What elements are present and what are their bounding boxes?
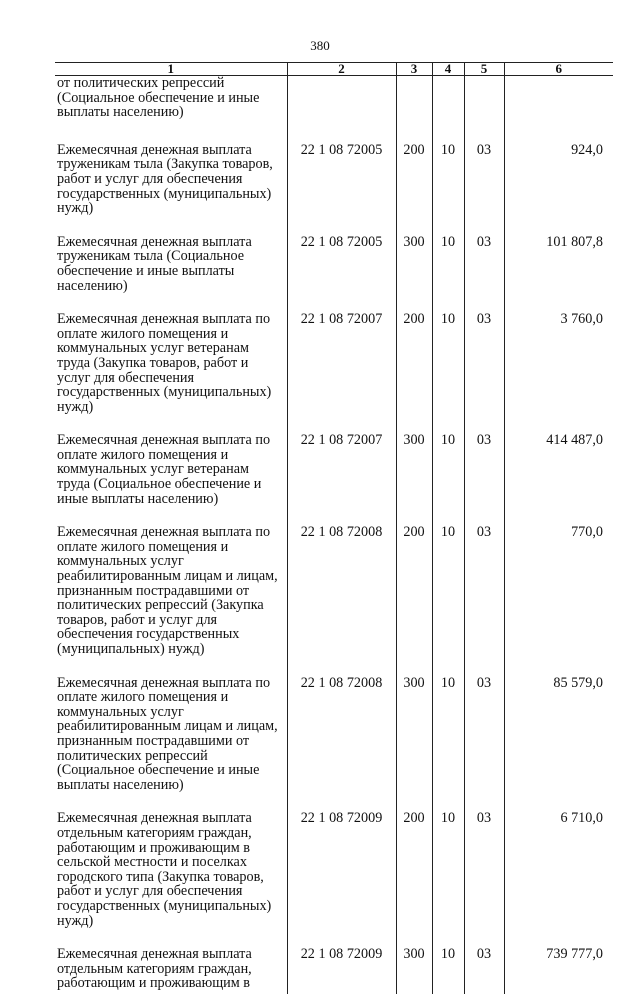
row-col5: 03: [464, 806, 504, 942]
table-row: [55, 806, 613, 942]
table-row: [55, 230, 613, 307]
row-code: 22 1 08 72005: [287, 230, 396, 307]
row-col4: 10: [432, 307, 464, 428]
row-col4: 10: [432, 520, 464, 670]
row-col5: 03: [464, 520, 504, 670]
budget-table: [55, 62, 613, 994]
row-name: Ежемесячная денежная выплата по оплате жилого помещения и коммунальных услуг реабилитированным лицам и лицам, признанным пострадавшими от политических репрессий (Социальное обеспечение и иные выплаты населению): [57, 674, 278, 793]
row-col4: 10: [432, 138, 464, 230]
row-amount: 924,0: [504, 138, 613, 230]
header-col-2: 2: [287, 63, 396, 76]
row-col5: 03: [464, 307, 504, 428]
table-row: [55, 428, 613, 520]
row-name: Ежемесячная денежная выплата труженикам тыла (Закупка товаров, работ и услуг для обеспечения государственных (муниципальных) нужд): [57, 141, 273, 217]
row-col4: 10: [432, 671, 464, 807]
row-col5: 03: [464, 671, 504, 807]
row-amount: 414 487,0: [504, 428, 613, 520]
row-code: 22 1 08 72007: [287, 307, 396, 428]
row-name: Ежемесячная денежная выплата отдельным категориям граждан, работающим и проживающим в: [57, 946, 252, 992]
row-amount: 6 710,0: [504, 806, 613, 942]
header-col-4: 4: [432, 63, 464, 76]
row-col3: 200: [396, 806, 432, 942]
table-row: [55, 942, 613, 994]
row-col3: 300: [396, 230, 432, 307]
row-amount: 101 807,8: [504, 230, 613, 307]
row-col5: 03: [464, 230, 504, 307]
row-col4: 10: [432, 806, 464, 942]
table-row: [55, 138, 613, 230]
header-col-5: 5: [464, 63, 504, 76]
row-name: Ежемесячная денежная выплата труженикам тыла (Социальное обеспечение и иные выплаты населению): [57, 233, 252, 294]
row-col4: 10: [432, 230, 464, 307]
row-col3: 200: [396, 307, 432, 428]
row-amount: 739 777,0: [504, 942, 613, 994]
row-name: от политических репрессий (Социальное обеспечение и иные выплаты населению): [57, 75, 260, 121]
table-header-row: [55, 63, 613, 76]
row-code: 22 1 08 72009: [287, 942, 396, 994]
row-amount: 3 760,0: [504, 307, 613, 428]
row-code: 22 1 08 72007: [287, 428, 396, 520]
header-col-6: 6: [504, 63, 613, 76]
row-col3: 200: [396, 138, 432, 230]
row-col4: 10: [432, 428, 464, 520]
table-row: [55, 520, 613, 670]
row-name: Ежемесячная денежная выплата по оплате жилого помещения и коммунальных услуг ветеранам труда (Социальное обеспечение и иные выплаты населению): [57, 432, 271, 507]
row-col3: 300: [396, 942, 432, 994]
row-amount: 770,0: [504, 520, 613, 670]
row-col5: 03: [464, 942, 504, 994]
row-amount: 85 579,0: [504, 671, 613, 807]
table-row: [55, 307, 613, 428]
row-col3: 300: [396, 428, 432, 520]
row-col4: 10: [432, 942, 464, 994]
table-row-continuation: [55, 76, 613, 138]
row-code: 22 1 08 72005: [287, 138, 396, 230]
table-row: [55, 671, 613, 807]
row-code: 22 1 08 72009: [287, 806, 396, 942]
row-code: 22 1 08 72008: [287, 520, 396, 670]
row-col5: 03: [464, 138, 504, 230]
row-col3: 300: [396, 671, 432, 807]
row-col3: 200: [396, 520, 432, 670]
row-name: Ежемесячная денежная выплата отдельным категориям граждан, работающим и проживающим в сельской местности и поселках городского типа (Закупка товаров, работ и услуг для обеспечения государственных (муниципальных) нужд): [57, 810, 272, 929]
row-name: Ежемесячная денежная выплата по оплате жилого помещения и коммунальных услуг ветеранам труда (Закупка товаров, работ и услуг для обеспечения государственных (муниципальных) нужд): [57, 311, 272, 415]
row-code: 22 1 08 72008: [287, 671, 396, 807]
header-col-1: 1: [55, 63, 287, 76]
row-name: Ежемесячная денежная выплата по оплате жилого помещения и коммунальных услуг реабилитированным лицам и лицам, признанным пострадавшими от политических репрессий (Закупка товаров, работ и услуг для обеспечения государственных (муниципальных) нужд): [57, 524, 278, 657]
page-number: 380: [310, 38, 330, 53]
header-col-3: 3: [396, 63, 432, 76]
row-col5: 03: [464, 428, 504, 520]
